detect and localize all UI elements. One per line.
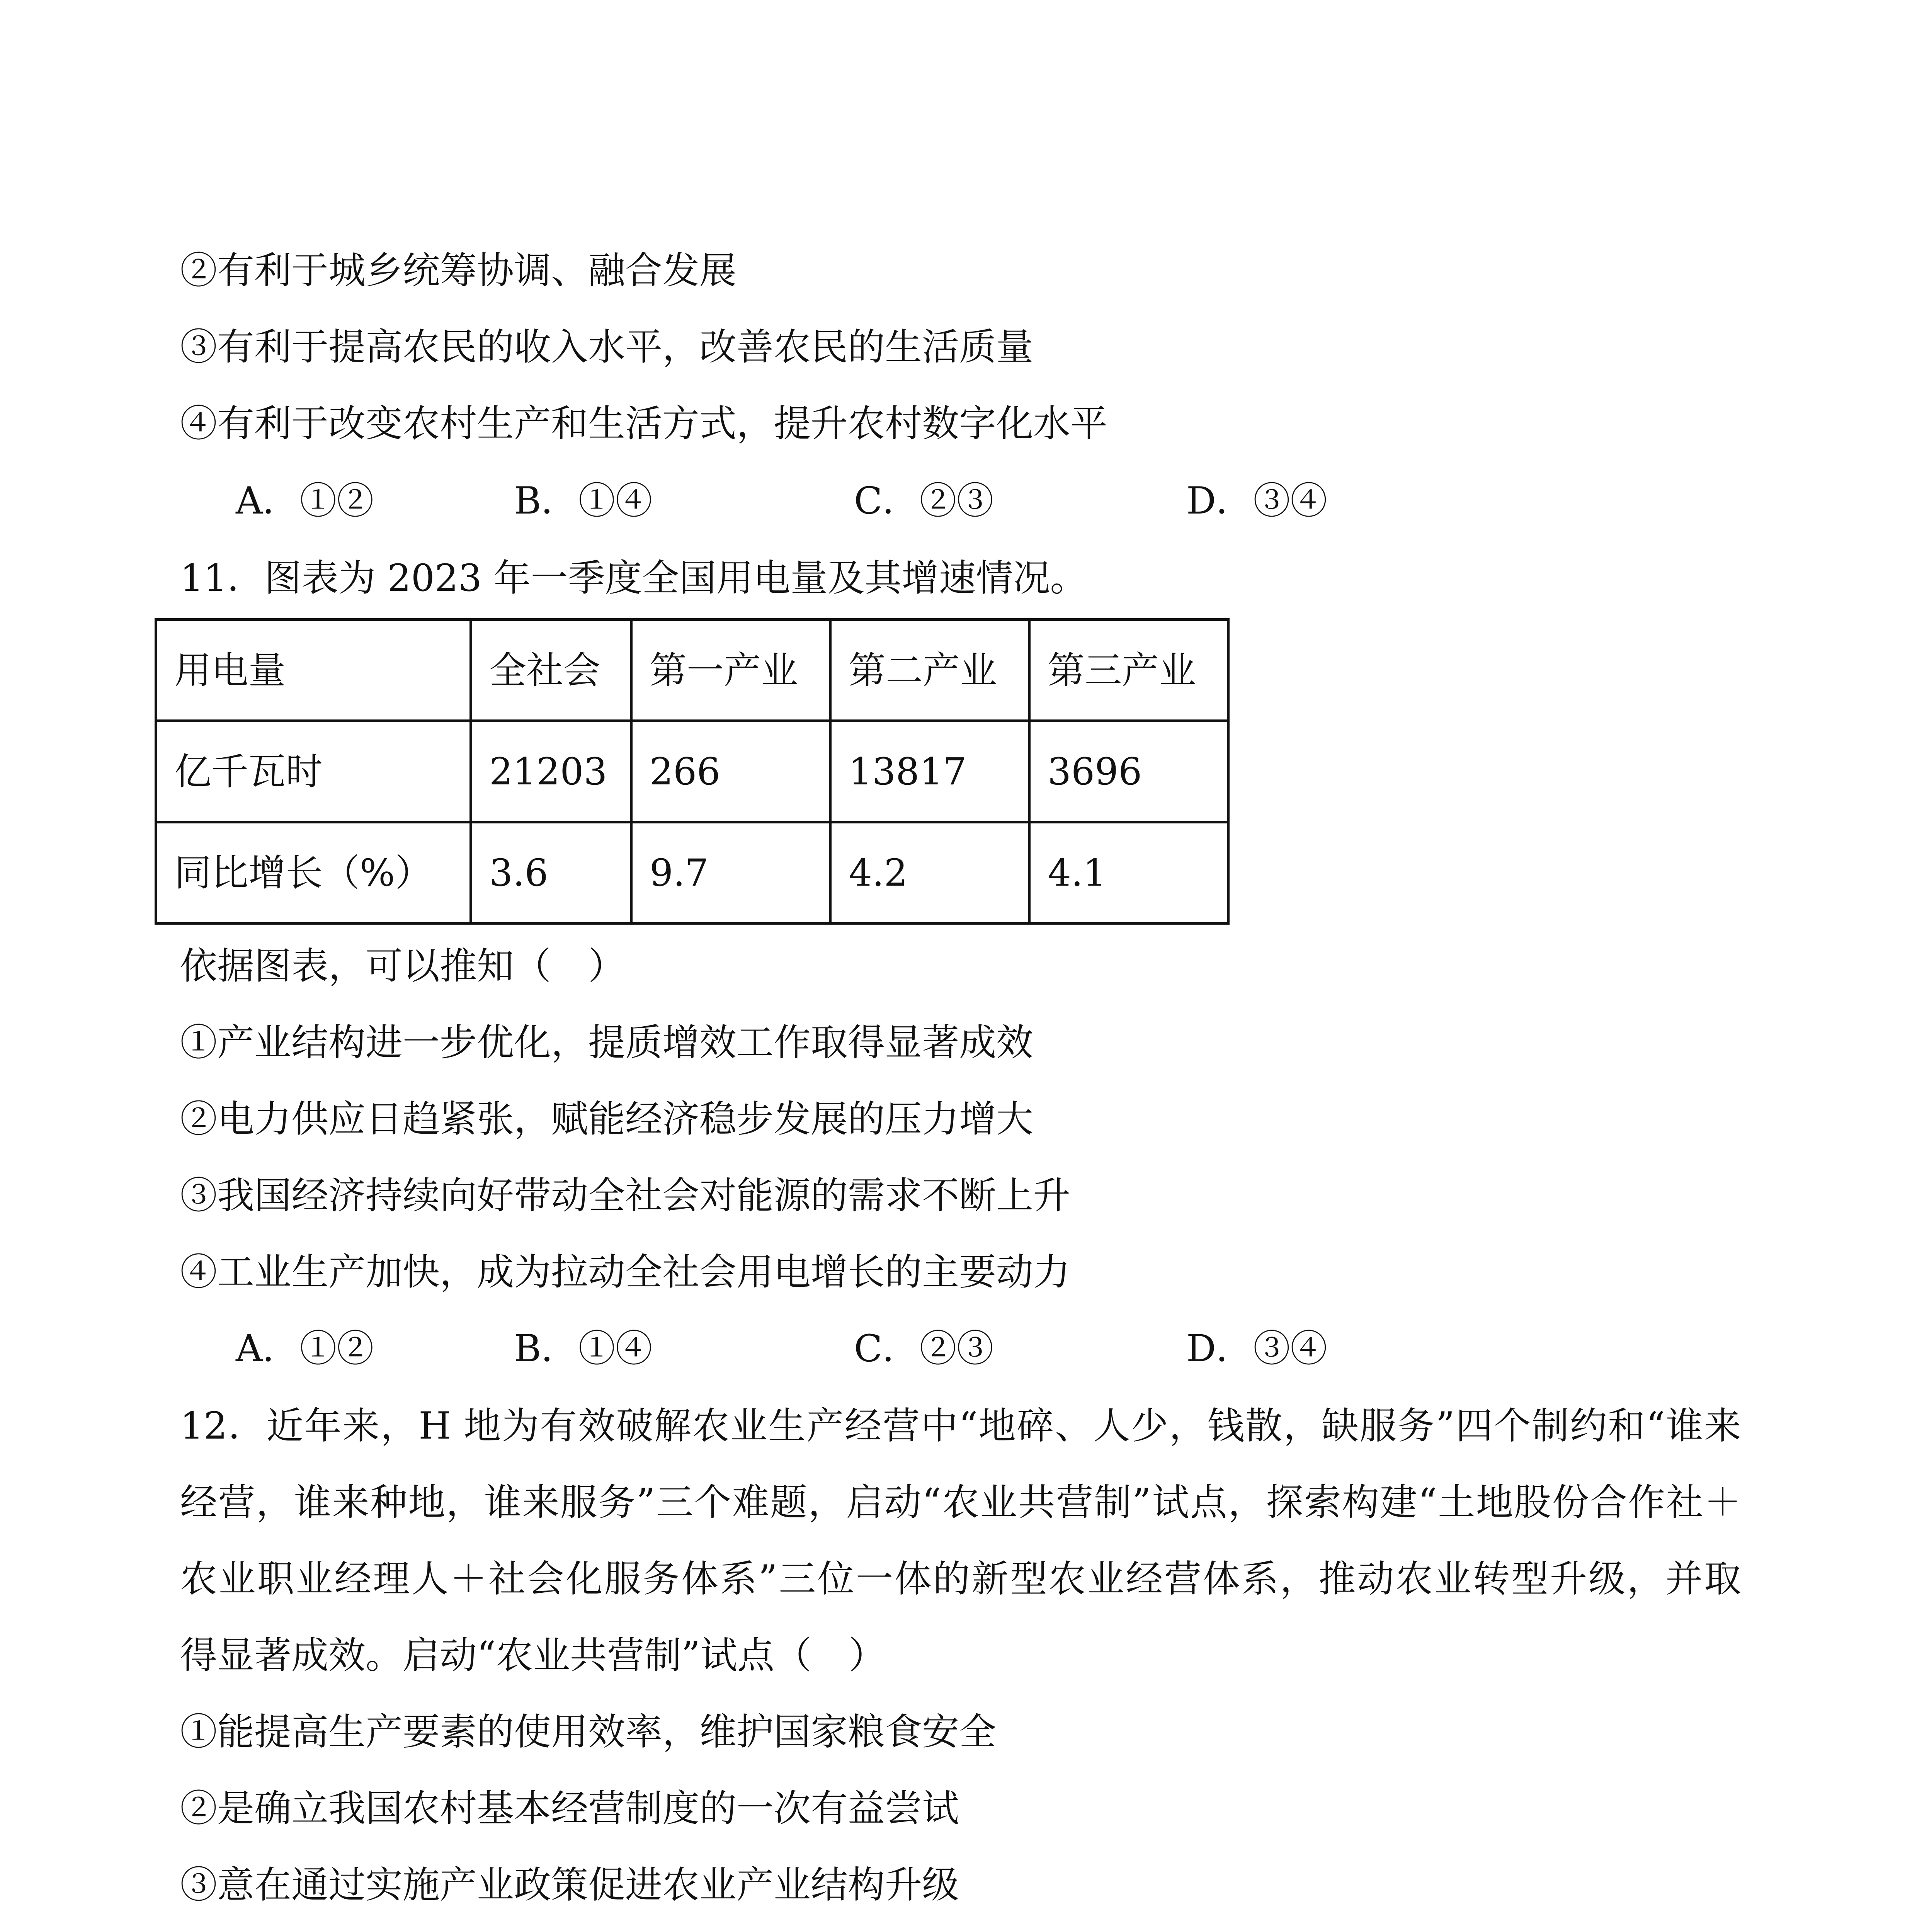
q10-option-c[interactable]: C．②③ [854,479,994,522]
q12-stem-line-3: 农业职业经理人＋社会化服务体系”三位一体的新型农业经营体系，推动农业转型升级，并取 [180,1557,1741,1600]
q10-statement-2: ②有利于城乡统筹协调、融合发展 [180,249,737,292]
q12-stem-line-4: 得显著成效。启动“农业共营制”试点（ ） [180,1634,886,1677]
q11-statement-3: ③我国经济持续向好带动全社会对能源的需求不断上升 [180,1174,1070,1217]
q10-option-a[interactable]: A．①② [236,479,374,522]
table-header-cell: 用电量 [156,620,471,721]
table-header-cell: 第一产业 [631,620,830,721]
q12-statement-1: ①能提高生产要素的使用效率，维护国家粮食安全 [180,1710,996,1753]
table-cell: 3.6 [471,822,631,923]
electricity-table [155,618,1230,925]
q11-option-c[interactable]: C．②③ [854,1327,994,1370]
table-header-cell: 第二产业 [830,620,1029,721]
table-header-cell: 第三产业 [1029,620,1228,721]
table-row [156,822,1228,923]
table-cell: 3696 [1029,721,1228,822]
table-cell: 13817 [830,721,1029,822]
q11-prompt: 依据图表，可以推知（ ） [180,944,625,988]
q12-statement-3: ③意在通过实施产业政策促进农业产业结构升级 [180,1863,959,1906]
table-cell: 9.7 [631,822,830,923]
table-cell: 亿千瓦时 [156,721,471,822]
q11-option-d[interactable]: D．③④ [1186,1327,1327,1370]
table-header-row [156,620,1228,721]
table-cell: 4.1 [1029,822,1228,923]
q11-options [236,1325,1550,1372]
q10-statement-4: ④有利于改变农村生产和生活方式，提升农村数字化水平 [180,402,1107,445]
q11-statement-1: ①产业结构进一步优化，提质增效工作取得显著成效 [180,1021,1033,1064]
q10-statement-3: ③有利于提高农民的收入水平，改善农民的生活质量 [180,325,1033,369]
q12-statement-2: ②是确立我国农村基本经营制度的一次有益尝试 [180,1787,959,1830]
q10-options [236,478,1550,524]
q11-statement-2: ②电力供应日趋紧张，赋能经济稳步发展的压力增大 [180,1097,1033,1141]
q10-option-b[interactable]: B．①④ [514,479,653,522]
table-cell: 266 [631,721,830,822]
q12-stem-line-1: 12．近年来，H 地为有效破解农业生产经营中“地碎、人少，钱散，缺服务”四个制约和“谁来 [180,1404,1741,1447]
table-header-cell: 全社会 [471,620,631,721]
table-cell: 4.2 [830,822,1029,923]
q10-option-d[interactable]: D．③④ [1186,479,1327,522]
q11-statement-4: ④工业生产加快，成为拉动全社会用电增长的主要动力 [180,1250,1070,1294]
q11-option-a[interactable]: A．①② [236,1327,374,1370]
table-cell: 同比增长（%） [156,822,471,923]
q11-option-b[interactable]: B．①④ [514,1327,653,1370]
table-cell: 21203 [471,721,631,822]
table-row [156,721,1228,822]
q12-stem-line-2: 经营，谁来种地，谁来服务”三个难题，启动“农业共营制”试点，探索构建“土地股份合作社＋ [180,1481,1741,1524]
q11-stem: 11．图表为 2023 年一季度全国用电量及其增速情况。 [180,556,1087,600]
